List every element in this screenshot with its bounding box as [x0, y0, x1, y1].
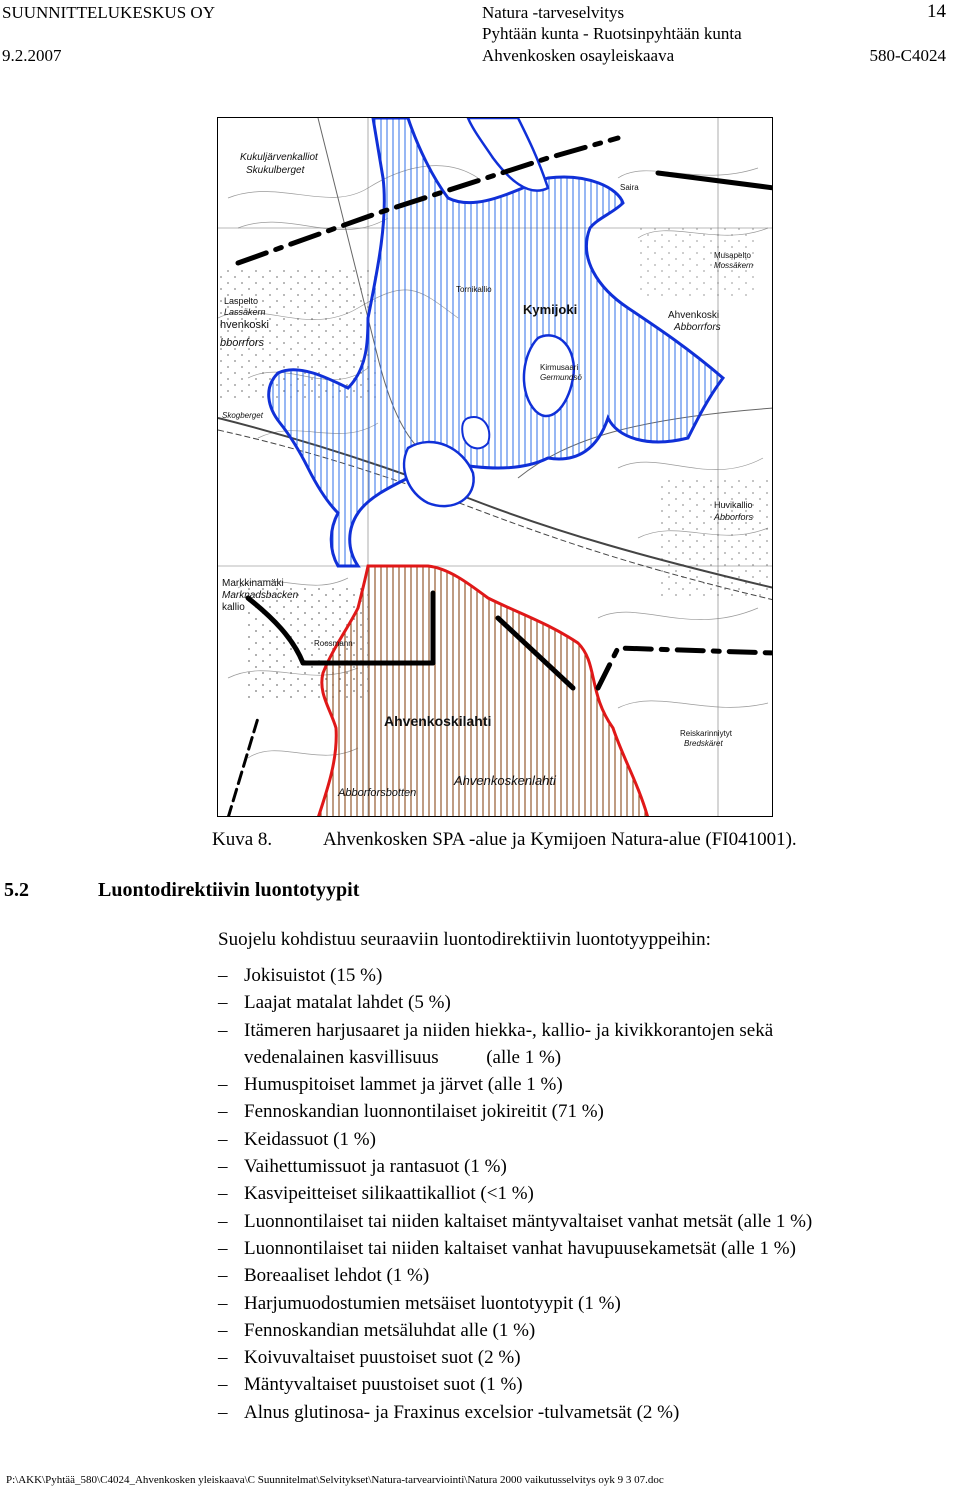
habitat-text: Humuspitoiset lammet ja järvet (alle 1 %)	[244, 1074, 563, 1096]
document-municipalities: Pyhtään kunta - Ruotsinpyhtään kunta	[482, 24, 742, 43]
habitat-text: Luonnontilaiset tai niiden kaltaiset vanhat havupuusekametsät (alle 1 %)	[244, 1237, 796, 1259]
figure-caption-label: Kuva 8.	[212, 829, 273, 850]
map-label-skukulberget: Skukulberget	[246, 165, 305, 176]
map-label-huvikallio: Huvikallio	[714, 500, 753, 510]
habitat-text: Laajat matalat lahdet (5 %)	[244, 992, 451, 1014]
figure-caption-text: Ahvenkosken SPA -alue ja Kymijoen Natura-alue (FI041001).	[323, 829, 797, 850]
habitat-text: Alnus glutinosa- ja Fraxinus excelsior -tulvametsät (2 %)	[244, 1401, 680, 1423]
section-title: Luontodirektiivin luontotyypit	[98, 879, 360, 901]
habitat-list	[218, 962, 812, 1426]
habitat-list-item	[218, 1399, 812, 1426]
map-label-bredskaret: Bredskäret	[684, 739, 723, 748]
map-label-kallio: kallio	[222, 602, 245, 613]
list-dash: –	[218, 1019, 228, 1041]
list-dash: –	[218, 1128, 228, 1150]
list-dash: –	[218, 992, 228, 1014]
habitat-text: Fennoskandian metsäluhdat alle (1 %)	[244, 1319, 536, 1341]
list-dash: –	[218, 1237, 228, 1259]
map-label-skogberget: Skogberget	[222, 411, 263, 420]
habitat-text: Fennoskandian luonnontilaiset jokireitit (71 %)	[244, 1101, 604, 1123]
list-dash: –	[218, 1210, 228, 1232]
habitat-text: Koivuvaltaiset puustoiset suot (2 %)	[244, 1347, 521, 1369]
map-label-lassakern: Lassäkern	[224, 307, 266, 317]
list-dash: –	[218, 1156, 228, 1178]
list-dash: –	[218, 1183, 228, 1205]
habitat-list-item	[218, 1180, 812, 1207]
habitat-text: Luonnontilaiset tai niiden kaltaiset mäntyvaltaiset vanhat metsät (alle 1 %)	[244, 1210, 813, 1232]
list-dash: –	[218, 1374, 228, 1396]
habitat-list-item	[218, 1235, 812, 1262]
list-dash: –	[218, 1265, 228, 1287]
map-label-abborforsbotten: Abborforsbotten	[338, 787, 417, 799]
habitat-list-item	[218, 989, 812, 1016]
map-label-germundso: Germundsö	[540, 373, 582, 382]
habitat-list-item	[218, 1371, 812, 1398]
habitat-list-item	[218, 962, 812, 989]
list-dash: –	[218, 1401, 228, 1423]
habitat-list-item	[218, 1153, 812, 1180]
map-label-kukuljarvenkalliot: Kukuljärvenkalliot	[240, 152, 318, 163]
map-label-lasspelto: Laspelto	[224, 296, 259, 306]
document-title: Natura -tarveselvitys	[482, 3, 625, 22]
section-number: 5.2	[4, 879, 29, 901]
map-label-reiskarinniytyt: Reiskarinniytyt	[680, 729, 733, 738]
list-dash: –	[218, 1074, 228, 1096]
habitat-list-item	[218, 1290, 812, 1317]
document-date: 9.2.2007	[2, 46, 62, 65]
map-label-mossakern: Mossäkern	[714, 261, 754, 270]
map-label-saira: Saira	[620, 183, 639, 192]
habitat-list-item	[218, 1262, 812, 1289]
map-label-markkinamaki: Markkinamäki	[222, 578, 284, 589]
habitat-text: Boreaaliset lehdot (1 %)	[244, 1265, 430, 1287]
map-label-kirmusaari: Kirmusaari	[540, 363, 579, 372]
natura-map-figure	[217, 117, 773, 817]
map-label-ahvenkoskilahti: Ahvenkoskilahti	[384, 713, 492, 729]
list-dash: –	[218, 1292, 228, 1314]
habitat-text: Itämeren harjusaaret ja niiden hiekka-, kallio- ja kivikkorantojen sekä	[244, 1019, 774, 1041]
habitat-list-item	[218, 1317, 812, 1344]
habitat-list-item	[218, 1017, 812, 1072]
document-plan-name: Ahvenkosken osayleiskaava	[482, 46, 675, 65]
map-label-ahvenkoski-ne: Ahvenkoski	[668, 310, 720, 321]
page-number: 14	[927, 1, 946, 22]
map-label-roosmann: Roosmann	[314, 639, 353, 648]
map-label-abborfors-e: Abborfors	[714, 512, 754, 522]
habitat-text-continuation: vedenalainen kasvillisuus (alle 1 %)	[244, 1046, 562, 1068]
habitat-text: Keidassuot (1 %)	[244, 1128, 376, 1150]
habitat-intro: Suojelu kohdistuu seuraaviin luontodirektiivin luontotyyppeihin:	[218, 929, 711, 950]
habitat-list-item	[218, 1344, 812, 1371]
habitat-text: Vaihettumissuot ja rantasuot (1 %)	[244, 1156, 507, 1178]
list-dash: –	[218, 1347, 228, 1369]
habitat-text: Mäntyvaltaiset puustoiset suot (1 %)	[244, 1374, 523, 1396]
map-label-ahvenkoskenlahti: Ahvenkoskenlahti	[454, 773, 556, 788]
list-dash: –	[218, 1101, 228, 1123]
list-dash: –	[218, 1319, 228, 1341]
habitat-list-item	[218, 1208, 812, 1235]
map-label-kymijoki: Kymijoki	[523, 302, 578, 317]
map-label-musapelto: Musapelto	[714, 251, 751, 260]
map-label-abborrfors-ne: Abborrfors	[674, 322, 721, 333]
habitat-text: Jokisuistot (15 %)	[244, 965, 383, 986]
map-label-ahvenkoski-w: hvenkoski	[220, 319, 269, 331]
habitat-text: Harjumuodostumien metsäiset luontotyypit (1 %)	[244, 1292, 621, 1314]
habitat-list-item	[218, 1071, 812, 1098]
habitat-list-item	[218, 1098, 812, 1125]
habitat-list-item	[218, 1126, 812, 1153]
map-label-marknadsbacken: Marknadsbacken	[222, 590, 299, 601]
document-code: 580-C4024	[869, 46, 946, 65]
company-name: SUUNNITTELUKESKUS OY	[2, 3, 215, 22]
small-island	[462, 417, 489, 448]
habitat-text: Kasvipeitteiset silikaattikalliot (<1 %)	[244, 1183, 534, 1205]
map-label-tornikallio: Tornikallio	[456, 285, 492, 294]
file-path-footer: P:\AKK\Pyhtää_580\C4024_Ahvenkosken yleiskaava\C Suunnitelmat\Selvitykset\Natura-tarvearviointi\Natura 2000 vaikutusselvitys oyk 9 3 07.doc	[6, 1474, 664, 1486]
map-label-abborrfors-w: bborrfors	[220, 337, 265, 349]
list-dash: –	[218, 965, 228, 986]
